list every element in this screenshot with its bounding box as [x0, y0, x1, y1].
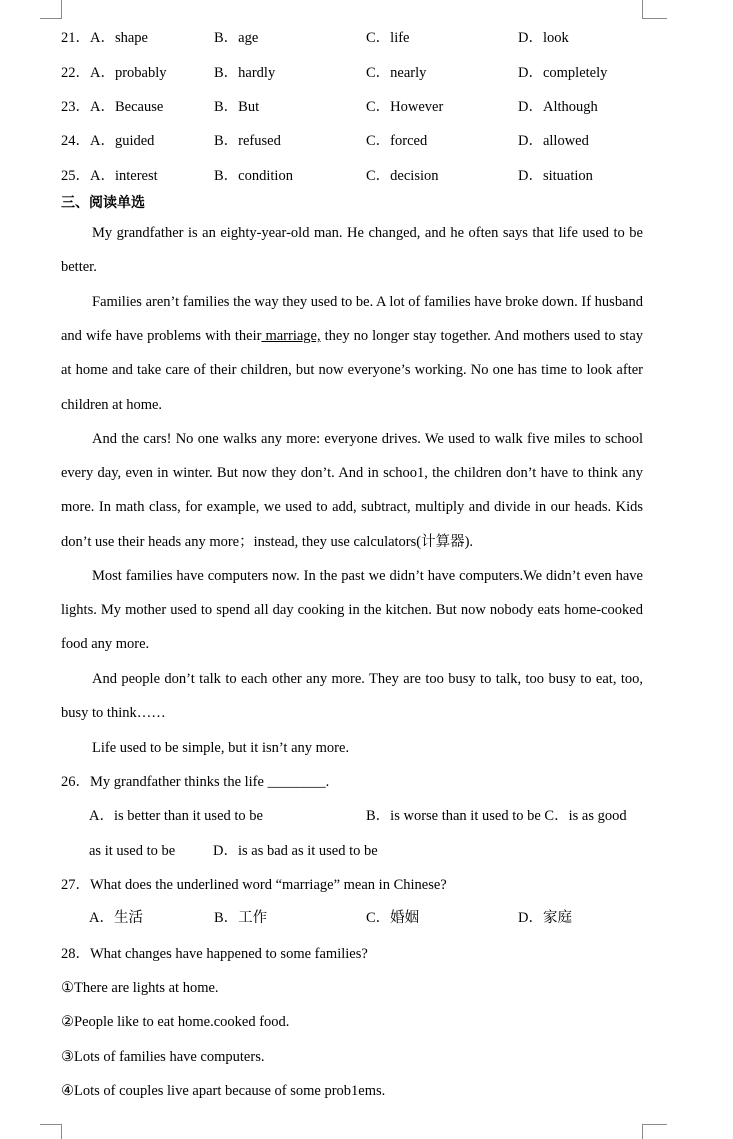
option-c: C．nearly: [366, 65, 427, 81]
page-corner-mark-bottom-right: [642, 1124, 667, 1139]
option-row-21: [61, 28, 651, 48]
option-a: 21．A．shape: [61, 30, 148, 46]
passage-text: they no longer stay together. And mothers used to stay at home and take care of their children, but now everyone’s working. No one has time to look after children at home.: [61, 328, 644, 413]
option-b-c: B．is worse than it used to be C．is as good: [366, 808, 627, 824]
passage-paragraph-3: And the cars! No one walks any more: everyone drives. We used to walk five miles to school every day, even in winter. But now they don’t. And in schoo1, the children don’t have to think any more. In math class, for example, we used to add, subtract, multiply and divide in our heads. Kids don’t use their heads any more；instead, they use calculators(计算器).: [61, 431, 643, 550]
option-a: 24．A．guided: [61, 133, 155, 149]
option-row-24: [61, 131, 651, 151]
option-d: D．look: [518, 30, 569, 46]
option-b: B．But: [214, 99, 260, 115]
question-26-options-line-2: [89, 841, 649, 861]
option-row-25: [61, 166, 651, 186]
question-28-stem: 28．What changes have happened to some families?: [61, 946, 368, 962]
passage-paragraph-1: My grandfather is an eighty-year-old man. He changed, and he often says that life used to be better.: [61, 225, 643, 276]
option-d: D．家庭: [518, 910, 572, 926]
option-b: B．工作: [214, 910, 268, 926]
question-28-statement-2: ②People like to eat home.cooked food.: [61, 1014, 290, 1030]
question-28-statement-1: ①There are lights at home.: [61, 980, 219, 996]
question-27-stem: 27．What does the underlined word “marriage” mean in Chinese?: [61, 877, 447, 893]
option-a: 25．A．interest: [61, 168, 158, 184]
option-a: 23．A．Because: [61, 99, 164, 115]
option-c: C．婚姻: [366, 910, 420, 926]
option-c-continued: as it used to be: [89, 843, 176, 859]
option-c: C．life: [366, 30, 410, 46]
passage-text: Families aren’t families the way they used to be. A lot of families have broke down. If husband and wife have problems with their: [61, 294, 644, 345]
section-heading: 三、阅读单选: [61, 195, 145, 211]
option-d: D．is as bad as it used to be: [213, 843, 378, 859]
option-c: C．However: [366, 99, 444, 115]
underlined-word-marriage: marriage,: [261, 328, 321, 345]
page-corner-mark-top-right: [642, 0, 667, 19]
option-b: B．age: [214, 30, 259, 46]
option-d: D．Although: [518, 99, 598, 115]
passage-paragraph-6: Life used to be simple, but it isn’t any more.: [92, 740, 350, 756]
option-c: C．forced: [366, 133, 428, 149]
option-d: D．allowed: [518, 133, 589, 149]
option-a: A．生活: [89, 910, 143, 926]
option-b: B．refused: [214, 133, 281, 149]
option-d: D．situation: [518, 168, 593, 184]
passage-paragraph-5: And people don’t talk to each other any more. They are too busy to talk, too busy to eat, too, busy to think……: [61, 671, 643, 722]
option-row-23: [61, 97, 651, 117]
question-27-options: [89, 908, 649, 928]
question-26-options-line-1: [89, 806, 649, 826]
page-corner-mark-bottom-left: [40, 1124, 62, 1139]
option-b: B．condition: [214, 168, 293, 184]
option-c: C．decision: [366, 168, 439, 184]
page-corner-mark-top-left: [40, 0, 62, 19]
option-row-22: [61, 63, 651, 83]
question-26-stem: 26．My grandfather thinks the life ________.: [61, 774, 330, 790]
question-28-statement-3: ③Lots of families have computers.: [61, 1049, 265, 1065]
passage-paragraph-4: Most families have computers now. In the past we didn’t have computers.We didn’t even have lights. My mother used to spend all day cooking in the kitchen. But now nobody eats home-cooked food any more.: [61, 568, 643, 653]
question-28-statement-4: ④Lots of couples live apart because of some prob1ems.: [61, 1083, 386, 1099]
option-b: B．hardly: [214, 65, 276, 81]
option-a: 22．A．probably: [61, 65, 167, 81]
passage-paragraph-2: [61, 285, 643, 422]
option-a: A．is better than it used to be: [89, 808, 263, 824]
option-d: D．completely: [518, 65, 608, 81]
